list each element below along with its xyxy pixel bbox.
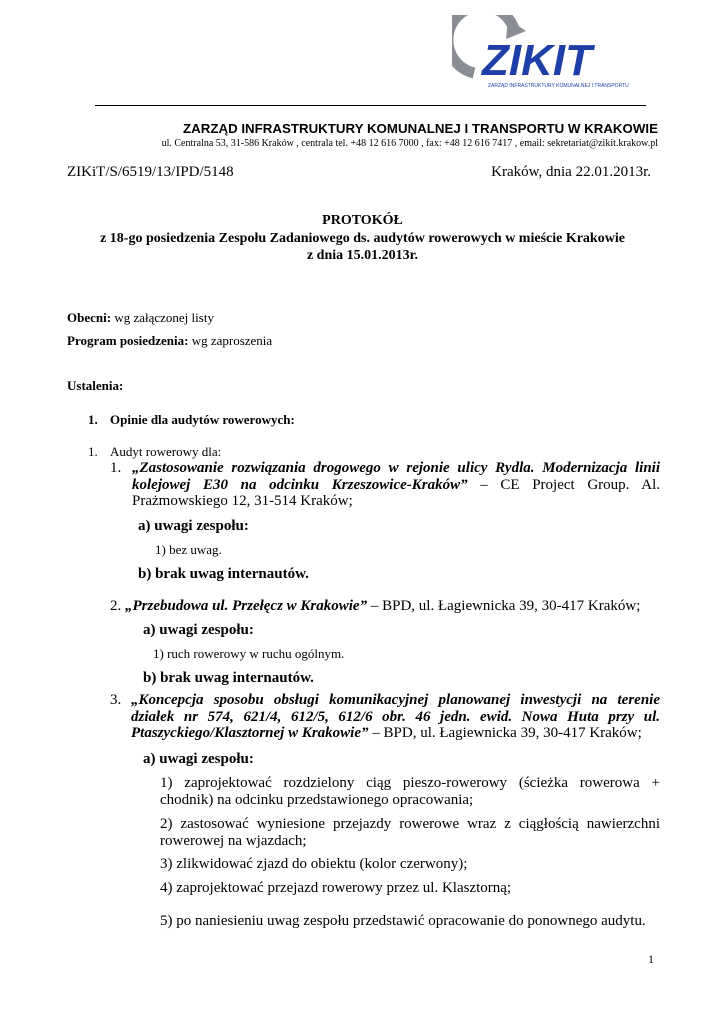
logo-text: ZIKIT — [482, 36, 592, 85]
program-value: wg zaproszenia — [188, 333, 273, 348]
item-2-title: „Przebudowa ul. Przełęcz w Krakowie” — [125, 598, 368, 614]
item-1-internet-label: b) brak uwag internautów. — [138, 566, 309, 582]
program-label: Program posiedzenia: — [67, 333, 189, 348]
present-value: wg załączonej listy — [111, 310, 214, 325]
organization-address: ul. Centralna 53, 31-586 Kraków , centrala tel. +48 12 616 7000 , fax: +48 12 616 7417 , email: sekretariat@zikit.krakow.pl — [161, 138, 658, 149]
item-1-team-label: a) uwagi zespołu: — [138, 518, 249, 534]
place-date: Kraków, dnia 22.01.2013r. — [491, 164, 651, 180]
organization-name: ZARZĄD INFRASTRUKTURY KOMUNALNEJ I TRANSPORTU W KRAKOWIE — [183, 121, 658, 136]
item-2-details: – BPD, ul. Łagiewnicka 39, 30-417 Kraków; — [367, 598, 641, 614]
present-line — [67, 310, 214, 326]
item-1-text — [132, 460, 660, 510]
item-3-note-2: 2) zastosować wyniesione przejazdy rowerowe wraz z ciągłością nawierzchni rowerowej na wjazdach; — [160, 816, 660, 849]
item-3-note-1: 1) zaprojektować rozdzielony ciąg pieszo-rowerowy (ścieżka rowerowa + chodnik) na odcinku przedstawionego opracowania; — [160, 775, 660, 808]
page-number: 1 — [648, 952, 654, 966]
item-3-team-label: a) uwagi zespołu: — [143, 751, 254, 767]
item-3-note-3: 3) zlikwidować zjazd do obiektu (kolor czerwony); — [160, 856, 468, 872]
item-3-note-5: 5) po naniesieniu uwag zespołu przedstawić opracowanie do ponownego audytu. — [160, 913, 646, 929]
item-3-title: „Koncepcja sposobu obsługi komunikacyjnej planowanej inwestycji na terenie działek nr 574, 621/4, 612/5, 612/6 obr. 46 jedn. ewid. Nowa Huta przy ul. Ptaszyckiego/Klasztornej w Krakowie” — [131, 692, 660, 741]
item-1-note-1: 1) bez uwag. — [155, 542, 222, 557]
item-2-text — [125, 598, 640, 615]
document-title: PROTOKÓŁ — [322, 213, 403, 228]
item-1-title: „Zastosowanie rozwiązania drogowego w rejonie ulicy Rydla. Modernizacja linii kolejowej E30 na odcinku Krzeszowice-Kraków” — [132, 460, 660, 493]
findings-heading: Ustalenia: — [67, 378, 124, 393]
item-3-text — [131, 692, 660, 742]
item-1-details: – CE Project Group. Al. Prażmowskiego 12, 31-514 Kraków; — [132, 476, 660, 509]
item-3-details: – BPD, ul. Łagiewnicka 39, 30-417 Kraków; — [368, 725, 642, 741]
zikit-logo — [452, 15, 632, 95]
item-2-note-1: 1) ruch rowerowy w ruchu ogólnym. — [153, 646, 345, 661]
logo-subtext: ZARZĄD INFRASTRUKTURY KOMUNALNEJ I TRANSPORTU — [488, 83, 629, 89]
section-number: 1. — [88, 412, 98, 427]
program-line — [67, 333, 272, 349]
logo-graphic — [452, 15, 632, 95]
audit-intro-text: Audyt rowerowy dla: — [110, 444, 222, 459]
item-2-internet-label: b) brak uwag internautów. — [143, 670, 314, 686]
item-2-number: 2. — [110, 598, 122, 614]
item-2-team-label: a) uwagi zespołu: — [143, 622, 254, 638]
reference-number: ZIKiT/S/6519/13/IPD/5148 — [67, 164, 234, 180]
item-3-number: 3. — [110, 692, 122, 708]
present-label: Obecni: — [67, 310, 112, 325]
document-subtitle: z 18-go posiedzenia Zespołu Zadaniowego ds. audytów rowerowych w mieście Krakowie — [100, 231, 625, 246]
audit-intro-number: 1. — [88, 444, 98, 459]
item-3-note-4: 4) zaprojektować przejazd rowerowy przez ul. Klasztorną; — [160, 880, 512, 896]
item-1-number: 1. — [110, 460, 122, 476]
document-date: z dnia 15.01.2013r. — [306, 248, 419, 263]
section-title: Opinie dla audytów rowerowych: — [110, 412, 295, 427]
header-divider — [95, 105, 646, 106]
